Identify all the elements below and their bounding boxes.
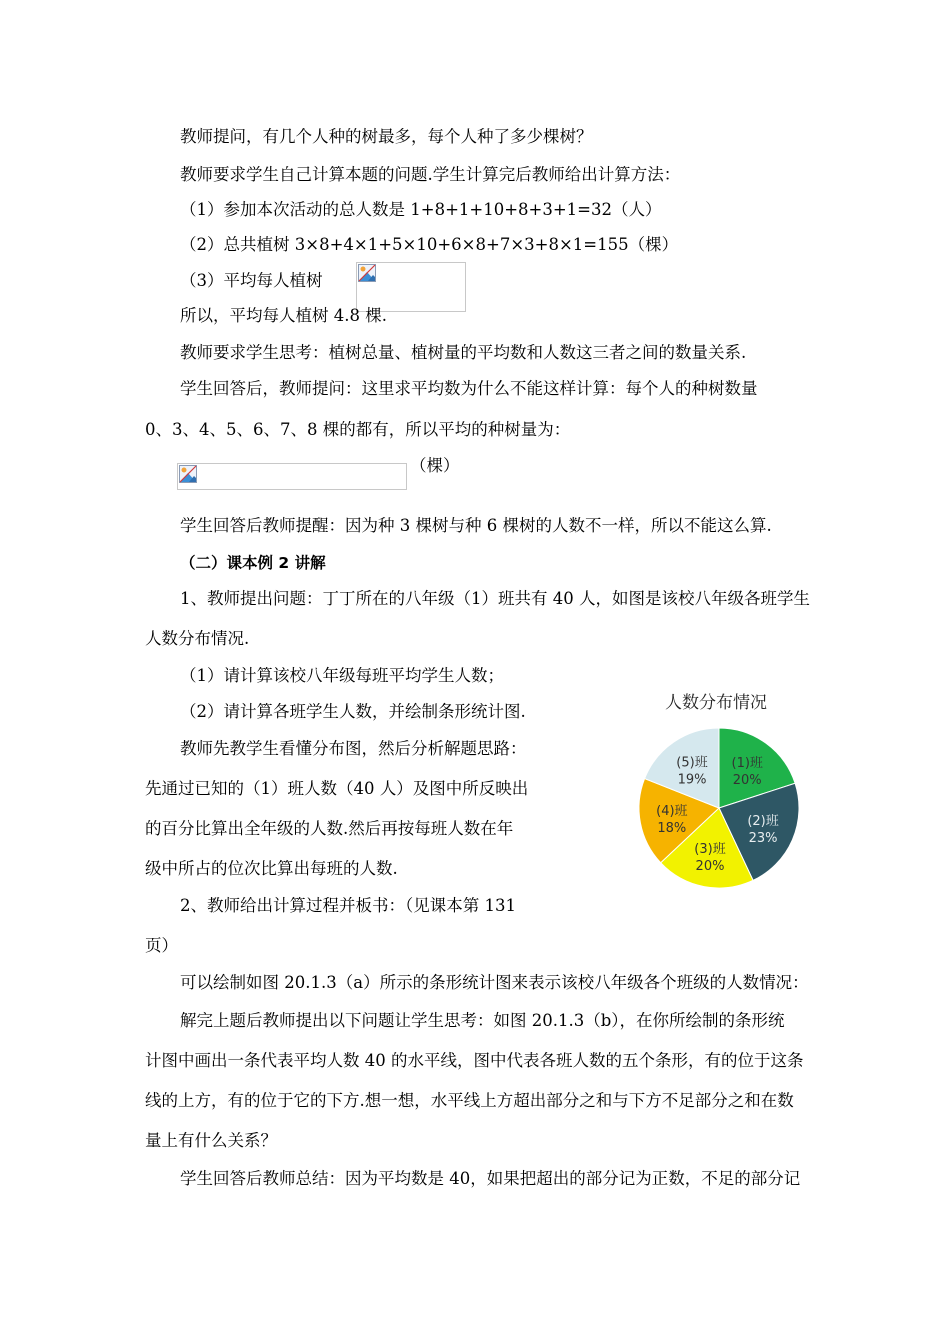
paragraph: 2、教师给出计算过程并板书：（见课本第 131 [180, 896, 516, 915]
paragraph: 教师先教学生看懂分布图，然后分析解题思路： [180, 739, 527, 758]
paragraph: 可以绘制如图 20.1.3（a）所示的条形统计图来表示该校八年级各个班级的人数情况： [180, 973, 809, 992]
slice-percent-label: 18% [657, 820, 687, 836]
paragraph: 学生回答后，教师提问：这里求平均数为什么不能这样计算：每个人的种树数量 [180, 379, 758, 398]
slice-percent-label: 19% [677, 772, 707, 788]
slice-label: (1)班 [731, 756, 763, 772]
slice-percent-label: 20% [732, 773, 762, 789]
unit-label: （棵） [410, 456, 460, 475]
slice-label: (3)班 [694, 842, 726, 858]
paragraph: 0、3、4、5、6、7、8 棵的都有，所以平均的种树量为： [145, 420, 571, 439]
paragraph: 教师提问，有几个人种的树最多，每个人种了多少棵树？ [180, 127, 593, 146]
formula-image-placeholder [177, 463, 407, 490]
paragraph: （2）请计算各班学生人数，并绘制条形统计图. [180, 702, 526, 721]
paragraph: 页） [145, 936, 178, 955]
paragraph: 线的上方，有的位于它的下方.想一想，水平线上方超出部分之和与下方不足部分之和在数 [145, 1091, 794, 1110]
paragraph: （2）总共植树 3×8+4×1+5×10+6×8+7×3+8×1=155（棵） [180, 235, 679, 254]
broken-image-icon [179, 465, 197, 483]
paragraph: 学生回答后教师提醒：因为种 3 棵树与种 6 棵树的人数不一样，所以不能这么算. [180, 516, 772, 535]
slice-percent-label: 23% [748, 831, 778, 847]
paragraph: 量上有什么关系？ [145, 1131, 277, 1150]
paragraph: 人数分布情况. [145, 629, 250, 648]
slice-label: (4)班 [656, 803, 688, 819]
pie-chart [635, 724, 805, 894]
chart-title: 人数分布情况 [665, 693, 767, 713]
paragraph: 解完上题后教师提出以下问题让学生思考：如图 20.1.3（b），在你所绘制的条形统 [180, 1011, 785, 1030]
paragraph: 级中所占的位次比算出每班的人数. [145, 859, 398, 878]
slice-label: (5)班 [676, 755, 708, 771]
paragraph: 的百分比算出全年级的人数.然后再按每班人数在年 [145, 819, 514, 838]
paragraph: 学生回答后教师总结：因为平均数是 40，如果把超出的部分记为正数，不足的部分记 [180, 1169, 801, 1188]
paragraph: （1）参加本次活动的总人数是 1+8+1+10+8+3+1=32（人） [180, 200, 662, 219]
paragraph: 所以，平均每人植树 4.8 棵. [180, 306, 387, 325]
slice-percent-label: 20% [695, 859, 725, 875]
paragraph: 教师要求学生思考：植树总量、植树量的平均数和人数这三者之间的数量关系. [180, 343, 747, 362]
broken-image-icon [358, 264, 376, 282]
slice-label: (2)班 [747, 814, 779, 830]
paragraph: 1、教师提出问题：丁丁所在的八年级（1）班共有 40 人，如图是该校八年级各班学生 [180, 589, 810, 608]
paragraph: 教师要求学生自己计算本题的问题.学生计算完后教师给出计算方法： [180, 165, 681, 184]
paragraph: 先通过已知的（1）班人数（40 人）及图中所反映出 [145, 779, 529, 798]
paragraph: （3）平均每人植树 [180, 271, 323, 290]
section-heading: （二）课本例 2 讲解 [180, 554, 326, 572]
paragraph: 计图中画出一条代表平均人数 40 的水平线，图中代表各班人数的五个条形，有的位于这条 [145, 1051, 804, 1070]
paragraph: （1）请计算该校八年级每班平均学生人数； [180, 666, 504, 685]
